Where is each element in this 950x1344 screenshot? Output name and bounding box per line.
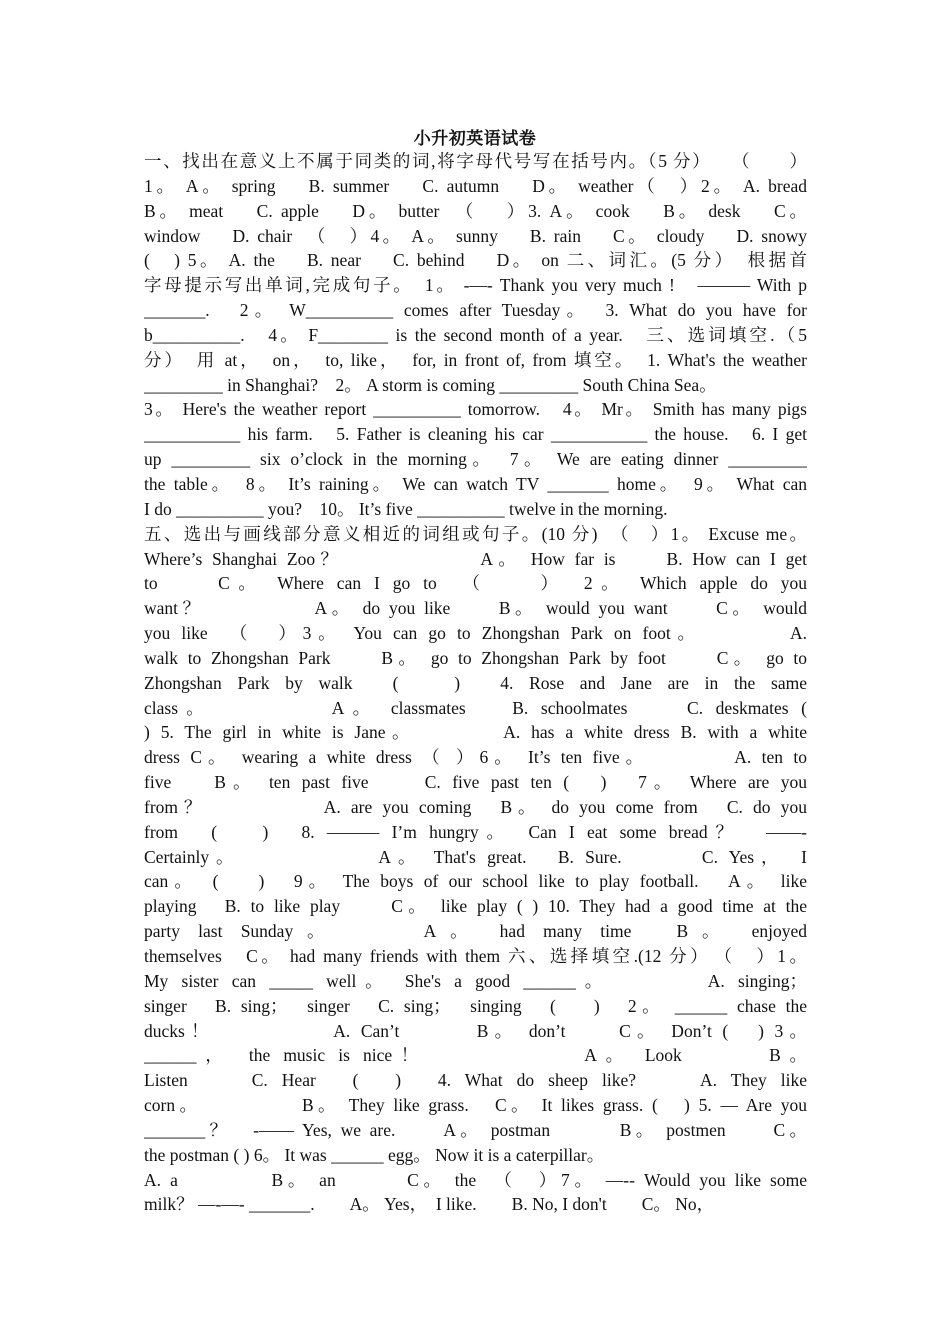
text-line: five B。 ten past five C. five past ten ( ) 7。 Where are you [144, 772, 807, 793]
text-line: 3。 Here's the weather report __________ tomorrow. 4。 Mr。 Smith has many pigs [144, 399, 807, 420]
text-line: ( ) 5。 A. the B. near C. behind D。 on 二、词汇。(5 分） 根据首 [144, 250, 807, 271]
text-line: the postman ( ) 6。 It was ______ egg。 Now it is a caterpillar。 [144, 1144, 605, 1165]
text-line: up _________ six o’clock in the morning。 7。 We are eating dinner _________ [144, 449, 807, 470]
text-line: can。 ( ) 9。 The boys of our school like to play football. A。 like [144, 871, 807, 892]
text-line: ) 5. The girl in white is Jane。 A. has a white dress B. with a white [144, 722, 807, 743]
text-line: ___________ his farm. 5. Father is cleaning his car ___________ the house. 6. I get [144, 424, 807, 445]
text-line: B。 meat C. apple D。 butter （ ）3. A。 cook B。 desk C。 [144, 200, 807, 221]
text-line: from ( ) 8. ——— I’m hungry。 Can I eat some bread？ ——- [144, 821, 807, 842]
text-line: 五、选出与画线部分意义相近的词组或句子。(10 分) （ ）1。 Excuse me。 [144, 523, 807, 544]
exam-body-text [144, 149, 807, 1217]
text-line: _________ in Shanghai? 2。 A storm is coming _________ South China Sea。 [144, 374, 717, 395]
text-line: 分） 用 at， on， to, like， for, in front of, from 填空。 1. What's the weather [144, 349, 807, 370]
text-line: from？ A. are you coming B。 do you come from C. do you [144, 796, 807, 817]
text-line: dress C。 wearing a white dress （ ）6。 It’s ten five。 A. ten to [144, 747, 807, 768]
text-line: _______. 2。 W__________ comes after Tuesday。 3. What do you have for [144, 300, 807, 321]
text-line: My sister can _____ well。 She's a good ______。 A. singing； [144, 970, 807, 991]
text-line: playing B. to like play C。 like play ( ) 10. They had a good time at the [144, 896, 807, 917]
text-line: Zhongshan Park by walk ( ) 4. Rose and Jane are in the same [144, 672, 807, 693]
text-line: themselves C。 had many friends with them 六、选择填空.(12 分） （ ）1。 [144, 946, 807, 966]
text-line: Where’s Shanghai Zoo？ A。 How far is B. How can I get [144, 548, 807, 569]
text-line: Listen C. Hear ( ) 4. What do sheep like? A. They like [144, 1070, 807, 1091]
text-line: I do __________ you? 10。 It’s five __________ twelve in the morning. [144, 498, 668, 519]
text-line: _______？ -—— Yes, we are. A。 postman B。 postmen C。 [144, 1119, 807, 1140]
text-line: 1。 A。 spring B. summer C. autumn D。 weather（ ）2。 A. bread [144, 175, 807, 196]
text-line: ducks！ A. Can’t B。 don’t C。 Don’t ( ) 3。 [144, 1020, 807, 1041]
text-line: ______， the music is nice！ A。 Look B。 [144, 1045, 807, 1066]
text-line: A. a B。 an C。 the （ ）7。 —-- Would you like some [144, 1169, 807, 1190]
text-line: want？ A。 do you like B。 would you want C。 would [144, 598, 807, 619]
text-line: you like （ ）3。 You can go to Zhongshan Park on foot。 A. [144, 623, 807, 644]
text-line: singer B. sing； singer C. sing； singing ( ) 2。 ______ chase the [144, 995, 807, 1016]
text-line: milk？ —-—- _______. A。 Yes， I like. B. No, I don't C。 No， [144, 1194, 715, 1215]
text-line: Certainly。 A。 That's great. B. Sure. C. Yes， I [144, 846, 807, 867]
text-line: corn。 B。 They like grass. C。 It likes grass. ( ) 5. — Are you [144, 1095, 807, 1116]
text-line: 字母提示写出单词,完成句子。 1。 -—- Thank you very much ! ——— With p [144, 275, 807, 296]
text-line: 一、找出在意义上不属于同类的词,将字母代号写在括号内。（5 分） （ ） [144, 151, 807, 171]
text-line: class。 A。 classmates B. schoolmates C. deskmates ( [144, 697, 807, 718]
page-title: 小升初英语试卷 [413, 129, 537, 148]
text-line: b__________. 4。 F________ is the second month of a year. 三、选词填空.（5 [144, 324, 807, 345]
text-line: to C。 Where can I go to （ ） 2。 Which apple do you [144, 573, 807, 594]
text-line: the table。 8。 It’s raining。 We can watch TV _______ home。 9。 What can [144, 473, 807, 494]
text-line: walk to Zhongshan Park B。 go to Zhongshan Park by foot C。 go to [144, 647, 807, 668]
text-line: window D. chair （ ）4。 A。 sunny B. rain C。 cloudy D. snowy [144, 225, 807, 246]
text-line: party last Sunday。 A。 had many time B。 enjoyed [144, 921, 807, 942]
